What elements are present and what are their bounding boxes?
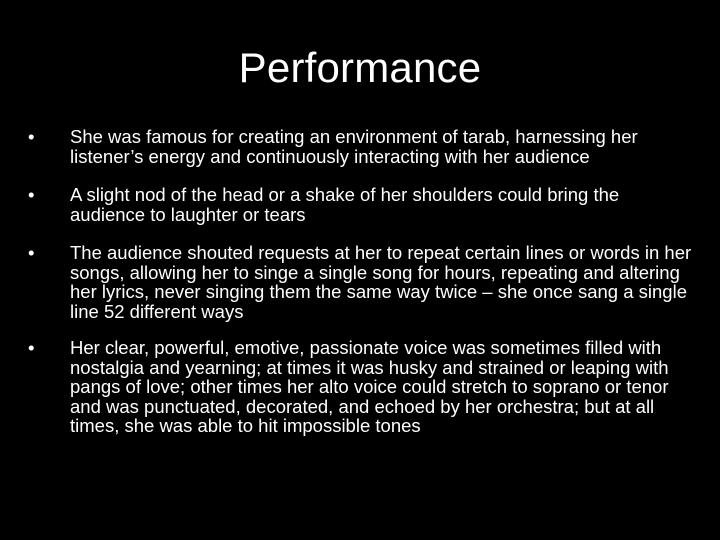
bullet-text: Her clear, powerful, emotive, passionate voice was sometimes filled with nostalgia and yearning; at times it was husky and strained or leaping with pangs of love; other times her alto voice could stretch to soprano or tenor and was punctuated, decorated, and echoed by her orchestra; but at all times, she was able to hit impossible tones [70,337,669,436]
bullet-icon: • [28,242,35,263]
bullet-item-tarab [28,127,692,166]
bullet-item-nod [28,185,692,224]
bullet-icon: • [28,337,35,358]
bullet-icon: • [28,184,35,205]
bullet-text: A slight nod of the head or a shake of her shoulders could bring the audience to laughter or tears [70,184,620,225]
bullet-item-requests [28,243,692,321]
bullet-item-voice [28,338,692,436]
bullet-text: The audience shouted requests at her to repeat certain lines or words in her songs, allowing her to singe a single song for hours, repeating and altering her lyrics, never singing them the same way twice – she once sang a single line 52 different ways [70,242,692,322]
bullet-list [28,127,692,455]
slide-title: Performance [238,44,482,91]
bullet-text: She was famous for creating an environment of tarab, harnessing her listener’s energy and continuously interacting with her audience [70,126,638,167]
bullet-icon: • [28,126,35,147]
